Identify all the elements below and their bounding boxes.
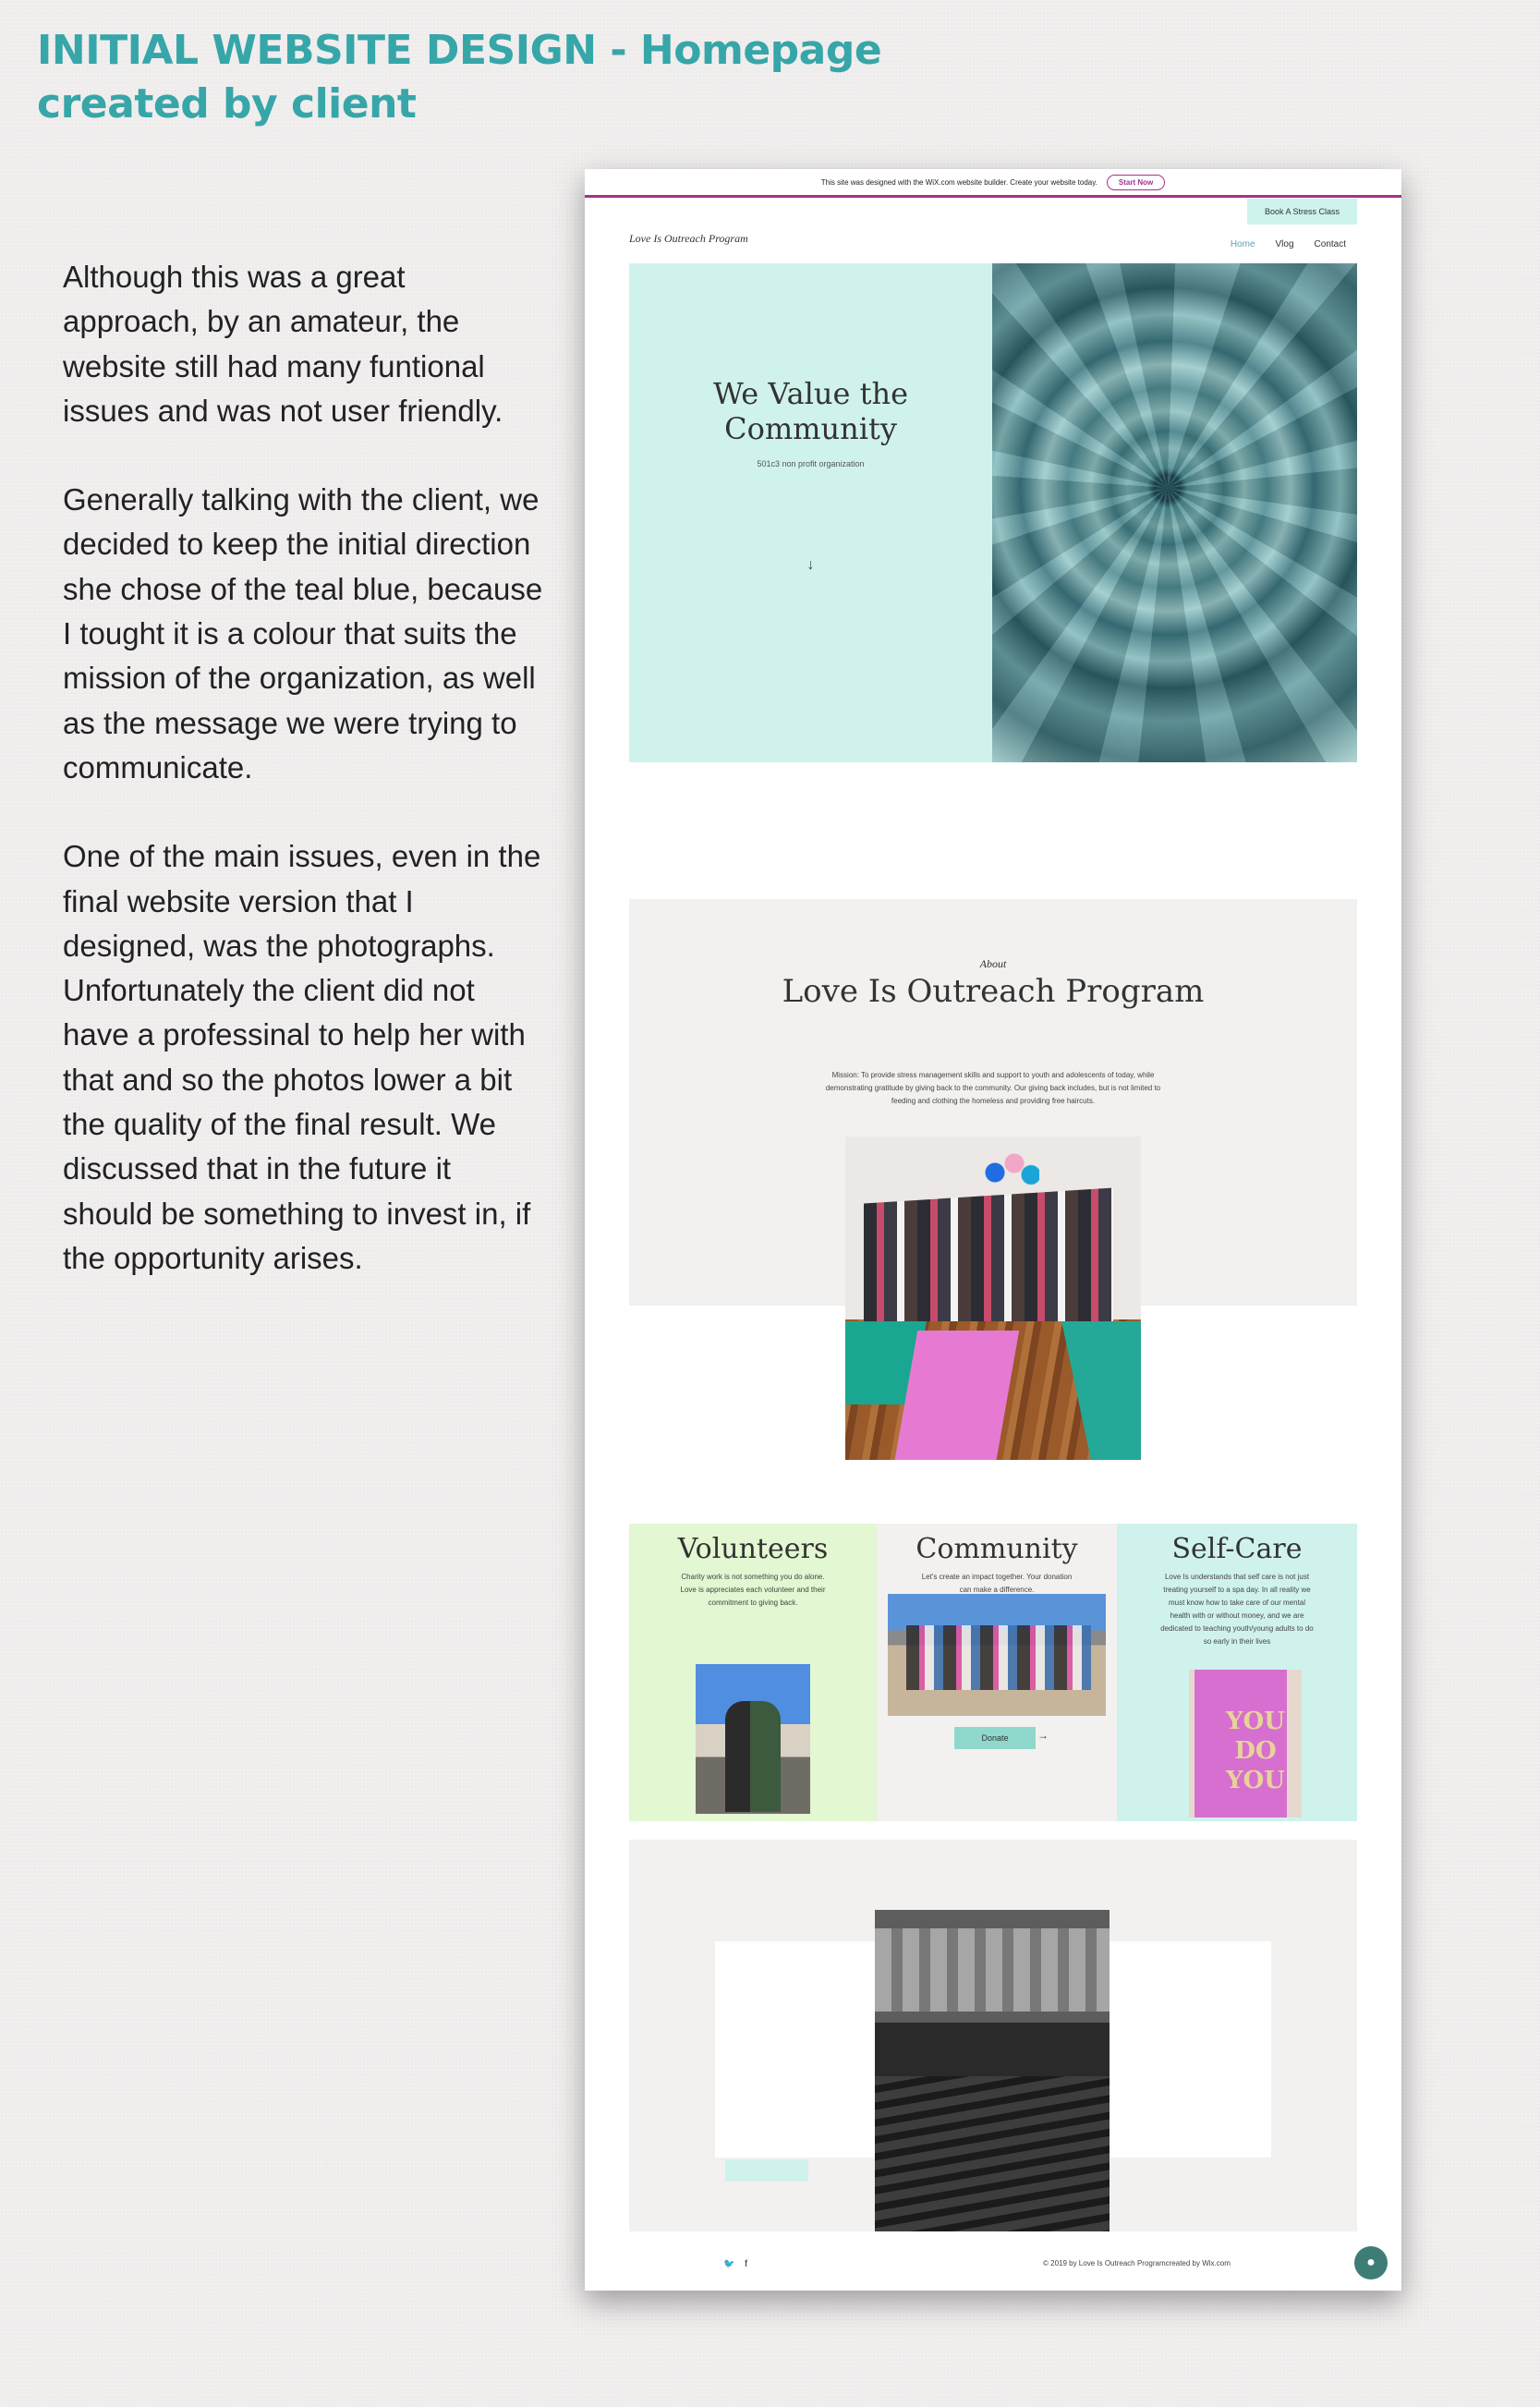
self-care-text: Love Is understands that self care is not just treating yourself to a spa day. In all reality we must know how to take care of our mental health with or without money, and we are dedicated to teaching youth/young adults to do so early in their lives — [1160, 1573, 1314, 1646]
wix-banner-text: This site was designed with the WiX.com website builder. Create your website today. — [820, 177, 1097, 187]
self-care-title: Self-Care — [1171, 1533, 1303, 1565]
commentary-paragraph-2: Generally talking with the client, we decided to keep the initial direction she chose of the teal blue, because I tought it is a colour that suits the mission of the organization, as well as the message we were trying to communicate. — [63, 482, 543, 784]
yoga-class-photo — [875, 1910, 1110, 2231]
gallery-button[interactable] — [725, 2159, 808, 2182]
social-icons[interactable]: 🐦 f — [723, 2259, 752, 2269]
volunteers-card — [629, 1524, 877, 1821]
heading-line-2: created by client — [37, 80, 417, 128]
yoga-mat-text: YOU DO YOU — [1226, 1708, 1285, 1794]
self-care-card — [1117, 1524, 1357, 1821]
website-screenshot — [585, 169, 1401, 2291]
arrow-right-icon[interactable]: → — [1037, 1729, 1049, 1742]
nav-home[interactable]: Home — [1230, 239, 1255, 249]
about-title: Love Is Outreach Program — [782, 973, 1205, 1010]
donate-button[interactable]: Donate — [954, 1727, 1036, 1749]
about-kicker: About — [979, 957, 1007, 970]
scroll-down-arrow-icon[interactable]: ↓ — [806, 557, 815, 573]
wix-banner — [585, 169, 1401, 198]
nav-contact[interactable]: Contact — [1314, 239, 1346, 249]
community-card — [877, 1524, 1117, 1821]
page-heading — [37, 24, 881, 131]
volunteers-text: Charity work is not something you do alone. Love is appreciates each volunteer and their commitment to giving back. — [680, 1573, 826, 1607]
succulent-image — [992, 263, 1357, 762]
hero-subtitle: 501c3 non profit organization — [757, 459, 865, 468]
heading-line-1: INITIAL WEBSITE DESIGN - Homepage — [37, 27, 882, 74]
feature-cards — [629, 1524, 1357, 1821]
about-mission-text: Mission: To provide stress management skills and support to youth and adolescents of today, while demonstrating gratitude by giving back to the community. Our giving back includes, but is not limited to feeding and clothing the homeless and providing free haircuts. — [825, 1071, 1161, 1105]
nav-vlog[interactable]: Vlog — [1275, 239, 1294, 249]
hero-panel — [629, 263, 992, 762]
volunteers-title: Volunteers — [677, 1533, 829, 1565]
commentary-paragraph-1: Although this was a great approach, by an amateur, the website still had many funtional issues and was not user friendly. — [63, 260, 503, 428]
start-now-button[interactable]: Start Now — [1107, 175, 1165, 190]
hero-title: We Value the Community — [713, 376, 908, 446]
commentary-paragraph-3: One of the main issues, even in the final website version that I designed, was the photographs. Unfortunately the client did not have a professinal to help her with that and so the photos lower a bit the quality of the final result. We discussed that in the future it should be something to invest in, if the opportunity arises. — [63, 839, 541, 1275]
volunteers-photo — [696, 1664, 810, 1814]
site-nav — [1231, 239, 1346, 249]
community-text: Let's create an impact together. Your donation can make a difference. — [921, 1573, 1073, 1594]
community-photo — [888, 1594, 1106, 1716]
chat-icon[interactable]: ● — [1354, 2246, 1388, 2279]
book-stress-class-button[interactable]: Book A Stress Class — [1247, 199, 1357, 225]
site-logo[interactable]: Love Is Outreach Program — [629, 232, 748, 245]
commentary-text — [63, 255, 543, 1325]
self-care-photo — [1189, 1670, 1302, 1817]
footer-copyright: © 2019 by Love Is Outreach Programcreated by Wix.com — [1043, 2259, 1231, 2267]
community-title: Community — [916, 1533, 1078, 1565]
group-yoga-photo — [845, 1137, 1141, 1460]
